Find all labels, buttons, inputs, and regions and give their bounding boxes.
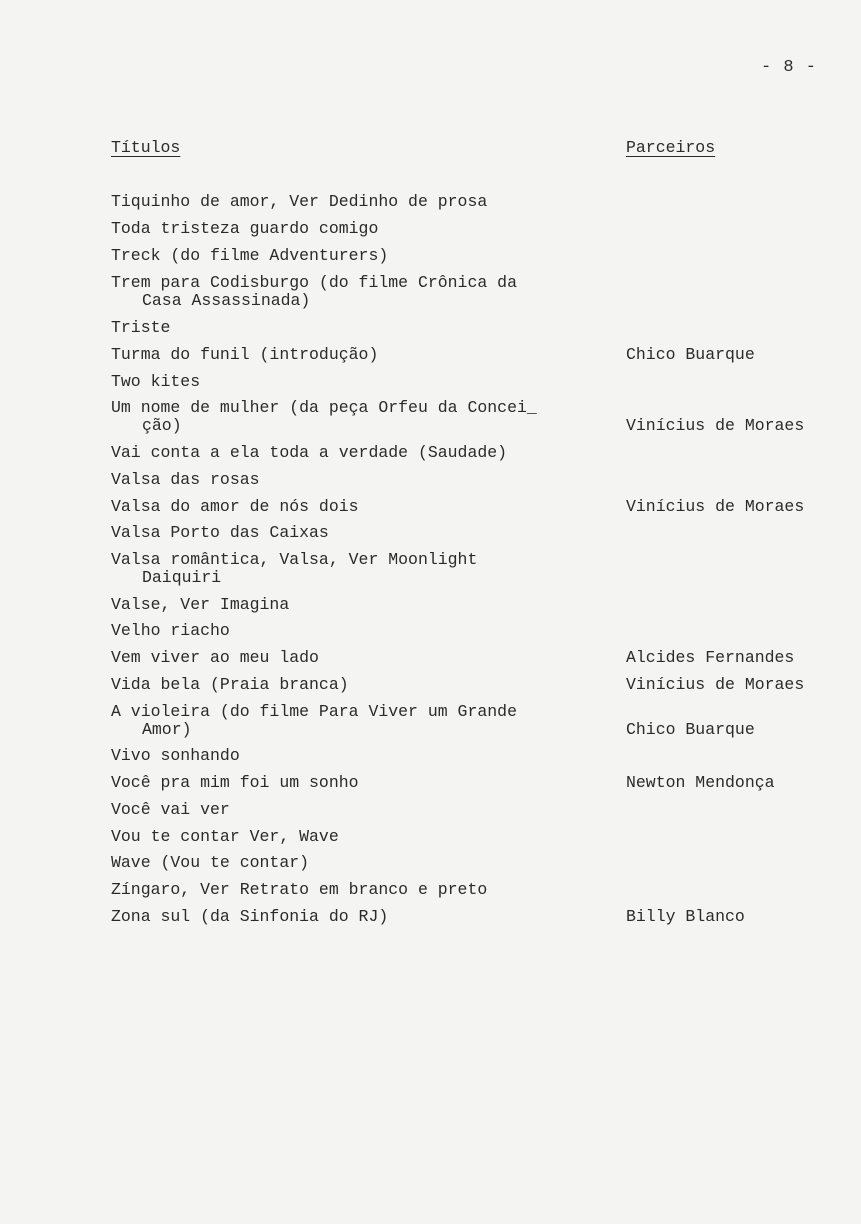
song-title-line: Você vai ver <box>111 800 230 819</box>
song-title-line: Vai conta a ela toda a verdade (Saudade) <box>111 443 508 462</box>
song-title-line: Zíngaro, Ver Retrato em branco e preto <box>111 880 488 899</box>
song-title-continuation: Amor) <box>142 720 192 739</box>
song-title-line: Zona sul (da Sinfonia do RJ) <box>111 907 389 926</box>
song-title <box>111 193 581 211</box>
song-title <box>111 747 581 765</box>
titles-column-header: Títulos <box>111 138 181 157</box>
partner-name: Vinícius de Moraes <box>626 416 805 435</box>
song-title-line: A violeira (do filme Para Viver um Grande <box>111 702 517 721</box>
song-title <box>111 346 581 364</box>
partner-name: Alcides Fernandes <box>626 648 795 667</box>
song-title-line: Wave (Vou te contar) <box>111 853 310 872</box>
song-title <box>111 676 581 694</box>
partner-name: Newton Mendonça <box>626 773 775 792</box>
song-title-line: Triste <box>111 318 171 337</box>
page-number: - 8 - <box>760 58 817 77</box>
song-title <box>111 828 581 846</box>
song-title <box>111 471 581 489</box>
song-title-continuation: ção) <box>142 416 182 435</box>
song-title <box>111 444 581 462</box>
song-title <box>111 703 581 739</box>
song-title-line: Vivo sonhando <box>111 746 240 765</box>
song-title-line: Valsa Porto das Caixas <box>111 523 329 542</box>
partner-name: Vinícius de Moraes <box>626 497 805 516</box>
song-title-line: Toda tristeza guardo comigo <box>111 219 379 238</box>
song-title <box>111 498 581 516</box>
song-title-line: Turma do funil (introdução) <box>111 345 379 364</box>
song-title <box>111 881 581 899</box>
song-title <box>111 649 581 667</box>
song-title-line: Valsa das rosas <box>111 470 260 489</box>
song-title <box>111 596 581 614</box>
partner-name: Billy Blanco <box>626 907 745 926</box>
song-title-line: Trem para Codisburgo (do filme Crônica da <box>111 273 517 292</box>
song-title <box>111 801 581 819</box>
song-title <box>111 774 581 792</box>
song-title-line: Vou te contar Ver, Wave <box>111 827 339 846</box>
song-title <box>111 373 581 391</box>
song-title-continuation: Casa Assassinada) <box>142 291 311 310</box>
song-title <box>111 622 581 640</box>
partner-name: Vinícius de Moraes <box>626 675 805 694</box>
song-title-line: Valsa romântica, Valsa, Ver Moonlight <box>111 550 478 569</box>
song-title-line: Two kites <box>111 372 201 391</box>
song-title-line: Tiquinho de amor, Ver Dedinho de prosa <box>111 192 488 211</box>
song-title <box>111 524 581 542</box>
song-title <box>111 908 581 926</box>
song-title-line: Treck (do filme Adventurers) <box>111 246 389 265</box>
song-title <box>111 551 581 587</box>
song-title-line: Um nome de mulher (da peça Orfeu da Concei_ <box>111 398 537 417</box>
song-title-line: Você pra mim foi um sonho <box>111 773 359 792</box>
song-title-line: Valse, Ver Imagina <box>111 595 290 614</box>
song-title <box>111 854 581 872</box>
song-title-line: Velho riacho <box>111 621 230 640</box>
song-title-line: Valsa do amor de nós dois <box>111 497 359 516</box>
song-title <box>111 274 581 310</box>
song-title-line: Vem viver ao meu lado <box>111 648 319 667</box>
song-title <box>111 319 581 337</box>
song-title <box>111 220 581 238</box>
partners-column-header: Parceiros <box>626 138 716 157</box>
song-title <box>111 399 581 435</box>
song-title <box>111 247 581 265</box>
song-title-continuation: Daiquiri <box>142 568 222 587</box>
song-title-line: Vida bela (Praia branca) <box>111 675 349 694</box>
partner-name: Chico Buarque <box>626 720 755 739</box>
partner-name: Chico Buarque <box>626 345 755 364</box>
